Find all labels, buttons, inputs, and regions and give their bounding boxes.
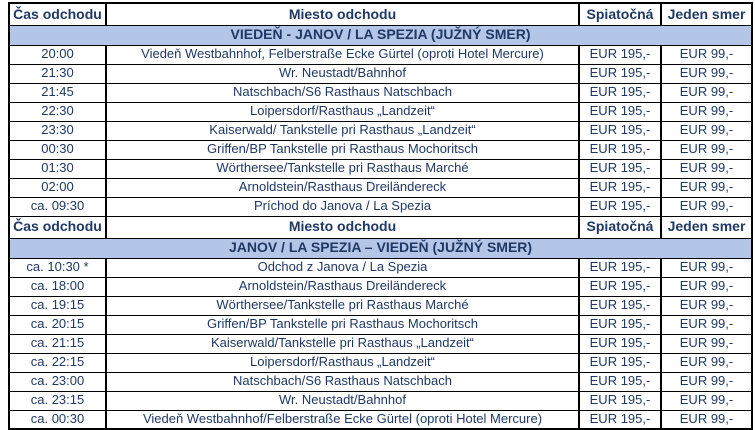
- departure-time: ca. 23:15: [9, 391, 106, 410]
- section-title: JANOV / LA SPEZIA – VIEDEŇ (JUŽNÝ SMER): [9, 238, 752, 258]
- departure-place: Viedeň Westbahnhof, Felberstraße Ecke Gürtel (oproti Hotel Mercure): [106, 45, 579, 64]
- departure-place: Arnoldstein/Rasthaus Dreiländereck: [106, 277, 579, 296]
- column-header-departure-place: Miesto odchodu: [106, 3, 579, 25]
- oneway-price: EUR 99,-: [661, 296, 752, 315]
- departure-time: 21:30: [9, 64, 106, 83]
- departure-time: 23:30: [9, 121, 106, 140]
- oneway-price: EUR 99,-: [661, 391, 752, 410]
- table-row: [9, 258, 752, 277]
- departure-time: 20:00: [9, 45, 106, 64]
- departure-place: Natschbach/S6 Rasthaus Natschbach: [106, 83, 579, 102]
- departure-time: 02:00: [9, 178, 106, 197]
- column-header-return-fare: Spiatočná: [579, 3, 661, 25]
- departure-place: Viedeň Westbahnhof/Felberstraße Ecke Gürtel (oproti Hotel Mercure): [106, 410, 579, 429]
- oneway-price: EUR 99,-: [661, 64, 752, 83]
- table-row: [9, 102, 752, 121]
- table-row: [9, 410, 752, 429]
- departure-time: ca. 00:30: [9, 410, 106, 429]
- oneway-price: EUR 99,-: [661, 121, 752, 140]
- section-title-row-northbound: [9, 238, 752, 258]
- bus-schedule-table: [8, 2, 753, 430]
- table-row: [9, 197, 752, 216]
- return-price: EUR 195,-: [579, 140, 661, 159]
- oneway-price: EUR 99,-: [661, 197, 752, 216]
- table-row: [9, 296, 752, 315]
- table-row: [9, 64, 752, 83]
- oneway-price: EUR 99,-: [661, 353, 752, 372]
- return-price: EUR 195,-: [579, 102, 661, 121]
- departure-time: ca. 22:15: [9, 353, 106, 372]
- column-header-departure-time: Čas odchodu: [9, 216, 106, 238]
- oneway-price: EUR 99,-: [661, 372, 752, 391]
- departure-time: ca. 23:00: [9, 372, 106, 391]
- table-row: [9, 140, 752, 159]
- column-header-oneway-fare: Jeden smer: [661, 3, 752, 25]
- return-price: EUR 195,-: [579, 315, 661, 334]
- column-header-departure-time: Čas odchodu: [9, 3, 106, 25]
- return-price: EUR 195,-: [579, 334, 661, 353]
- oneway-price: EUR 99,-: [661, 178, 752, 197]
- column-header-return-fare: Spiatočná: [579, 216, 661, 238]
- return-price: EUR 195,-: [579, 83, 661, 102]
- departure-time: ca. 21:15: [9, 334, 106, 353]
- table-row: [9, 391, 752, 410]
- return-price: EUR 195,-: [579, 258, 661, 277]
- oneway-price: EUR 99,-: [661, 410, 752, 429]
- departure-time: ca. 19:15: [9, 296, 106, 315]
- section-title: VIEDEŇ - JANOV / LA SPEZIA (JUŽNÝ SMER): [9, 25, 752, 45]
- return-price: EUR 195,-: [579, 178, 661, 197]
- column-header-row: [9, 216, 752, 238]
- return-price: EUR 195,-: [579, 159, 661, 178]
- return-price: EUR 195,-: [579, 391, 661, 410]
- departure-time: 22:30: [9, 102, 106, 121]
- departure-place: Príchod do Janova / La Spezia: [106, 197, 579, 216]
- departure-place: Wörthersee/Tankstelle pri Rasthaus Marché: [106, 296, 579, 315]
- table-row: [9, 315, 752, 334]
- oneway-price: EUR 99,-: [661, 140, 752, 159]
- return-price: EUR 195,-: [579, 410, 661, 429]
- departure-place: Kaiserwald/Tankstelle pri Rasthaus „Landzeit“: [106, 334, 579, 353]
- departure-time: ca. 09:30: [9, 197, 106, 216]
- table-row: [9, 277, 752, 296]
- section-title-row-southbound: [9, 25, 752, 45]
- departure-time: 01:30: [9, 159, 106, 178]
- oneway-price: EUR 99,-: [661, 315, 752, 334]
- oneway-price: EUR 99,-: [661, 277, 752, 296]
- table-row: [9, 83, 752, 102]
- table-row: [9, 121, 752, 140]
- departure-time: 00:30: [9, 140, 106, 159]
- departure-place: Wr. Neustadt/Bahnhof: [106, 64, 579, 83]
- column-header-row: [9, 3, 752, 25]
- return-price: EUR 195,-: [579, 121, 661, 140]
- oneway-price: EUR 99,-: [661, 334, 752, 353]
- oneway-price: EUR 99,-: [661, 83, 752, 102]
- table-row: [9, 353, 752, 372]
- table-row: [9, 178, 752, 197]
- return-price: EUR 195,-: [579, 372, 661, 391]
- column-header-oneway-fare: Jeden smer: [661, 216, 752, 238]
- return-price: EUR 195,-: [579, 277, 661, 296]
- departure-time: ca. 18:00: [9, 277, 106, 296]
- oneway-price: EUR 99,-: [661, 102, 752, 121]
- departure-place: Griffen/BP Tankstelle pri Rasthaus Mochoritsch: [106, 140, 579, 159]
- return-price: EUR 195,-: [579, 45, 661, 64]
- departure-time: ca. 20:15: [9, 315, 106, 334]
- departure-place: Loipersdorf/Rasthaus „Landzeit“: [106, 353, 579, 372]
- departure-place: Arnoldstein/Rasthaus Dreiländereck: [106, 178, 579, 197]
- departure-time: 21:45: [9, 83, 106, 102]
- departure-place: Odchod z Janova / La Spezia: [106, 258, 579, 277]
- table-row: [9, 45, 752, 64]
- departure-place: Griffen/BP Tankstelle pri Rasthaus Mochoritsch: [106, 315, 579, 334]
- departure-place: Loipersdorf/Rasthaus „Landzeit“: [106, 102, 579, 121]
- return-price: EUR 195,-: [579, 197, 661, 216]
- departure-place: Wörthersee/Tankstelle pri Rasthaus Marché: [106, 159, 579, 178]
- return-price: EUR 195,-: [579, 353, 661, 372]
- table-row: [9, 334, 752, 353]
- oneway-price: EUR 99,-: [661, 45, 752, 64]
- departure-place: Wr. Neustadt/Bahnhof: [106, 391, 579, 410]
- oneway-price: EUR 99,-: [661, 159, 752, 178]
- oneway-price: EUR 99,-: [661, 258, 752, 277]
- return-price: EUR 195,-: [579, 296, 661, 315]
- table-row: [9, 159, 752, 178]
- departure-place: Kaiserwald/ Tankstelle pri Rasthaus „Landzeit“: [106, 121, 579, 140]
- departure-time: ca. 10:30 *: [9, 258, 106, 277]
- return-price: EUR 195,-: [579, 64, 661, 83]
- table-row: [9, 372, 752, 391]
- column-header-departure-place: Miesto odchodu: [106, 216, 579, 238]
- departure-place: Natschbach/S6 Rasthaus Natschbach: [106, 372, 579, 391]
